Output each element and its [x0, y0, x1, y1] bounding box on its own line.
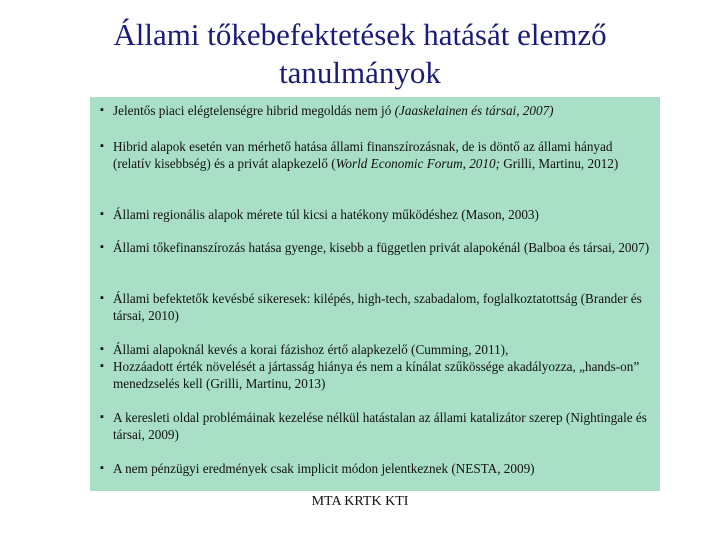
- slide-title-line-1: Állami tőkebefektetések hatását elemző: [113, 17, 607, 52]
- bullet-item-9: [98, 460, 650, 477]
- slide-title: [0, 16, 720, 92]
- bullet-icon: ▪: [100, 140, 104, 152]
- bullet-tail: Grilli, Martinu, 2012): [499, 156, 619, 171]
- bullet-item-7: [98, 358, 650, 392]
- bullet-icon: ▪: [100, 343, 104, 355]
- bullet-icon: ▪: [100, 360, 104, 372]
- bullet-icon: ▪: [100, 208, 104, 220]
- bullet-item-3: [98, 206, 650, 223]
- bullet-text: Állami befektetők kevésbé sikeresek: kilépés, high-tech, szabadalom, foglalkoztatottság (Brander és társai, 2010): [113, 291, 642, 323]
- bullet-item-1: [98, 102, 650, 119]
- bullet-icon: ▪: [100, 292, 104, 304]
- bullet-citation: World Economic Forum, 2010;: [335, 156, 500, 171]
- bullet-icon: ▪: [100, 411, 104, 423]
- bullet-item-2: [98, 138, 650, 172]
- bullet-item-4: [98, 239, 650, 256]
- bullet-text: A nem pénzügyi eredmények csak implicit módon jelentkeznek (NESTA, 2009): [113, 461, 535, 476]
- bullet-text: Jelentős piaci elégtelenségre hibrid megoldás nem jó: [113, 103, 395, 118]
- bullet-icon: ▪: [100, 104, 104, 116]
- bullet-item-8: [98, 409, 650, 443]
- footer-label: MTA KRTK KTI: [311, 494, 409, 509]
- content-box: [90, 97, 660, 491]
- bullet-text: Hozzáadott érték növelését a jártasság hiánya és nem a kínálat szűkössége akadályozza, „hands-on” menedzselés kell (Grilli, Martinu, 2013): [113, 359, 640, 391]
- slide-title-line-2: tanulmányok: [279, 55, 441, 90]
- bullet-item-5: [98, 290, 650, 324]
- bullet-icon: ▪: [100, 241, 104, 253]
- bullet-text: Állami alapoknál kevés a korai fázishoz értő alapkezelő (Cumming, 2011),: [113, 342, 509, 357]
- bullet-item-6: [98, 341, 650, 358]
- bullet-icon: ▪: [100, 462, 104, 474]
- bullet-citation: (Jaaskelainen és társai, 2007): [394, 103, 554, 118]
- bullet-text: Állami tőkefinanszírozás hatása gyenge, kisebb a független privát alapokénál (Balboa és társai, 2007): [113, 240, 650, 255]
- bullet-text: Állami regionális alapok mérete túl kicsi a hatékony működéshez (Mason, 2003): [113, 207, 539, 222]
- bullet-text: A keresleti oldal problémáinak kezelése nélkül hatástalan az állami katalizátor szerep (Nightingale és társai, 2009): [113, 410, 647, 442]
- bullet-text: Hibrid alapok esetén van mérhető hatása állami finanszírozásnak, de is döntő az állami hányad (relatív kisebbség) és a privát alapkezelő (: [113, 139, 613, 171]
